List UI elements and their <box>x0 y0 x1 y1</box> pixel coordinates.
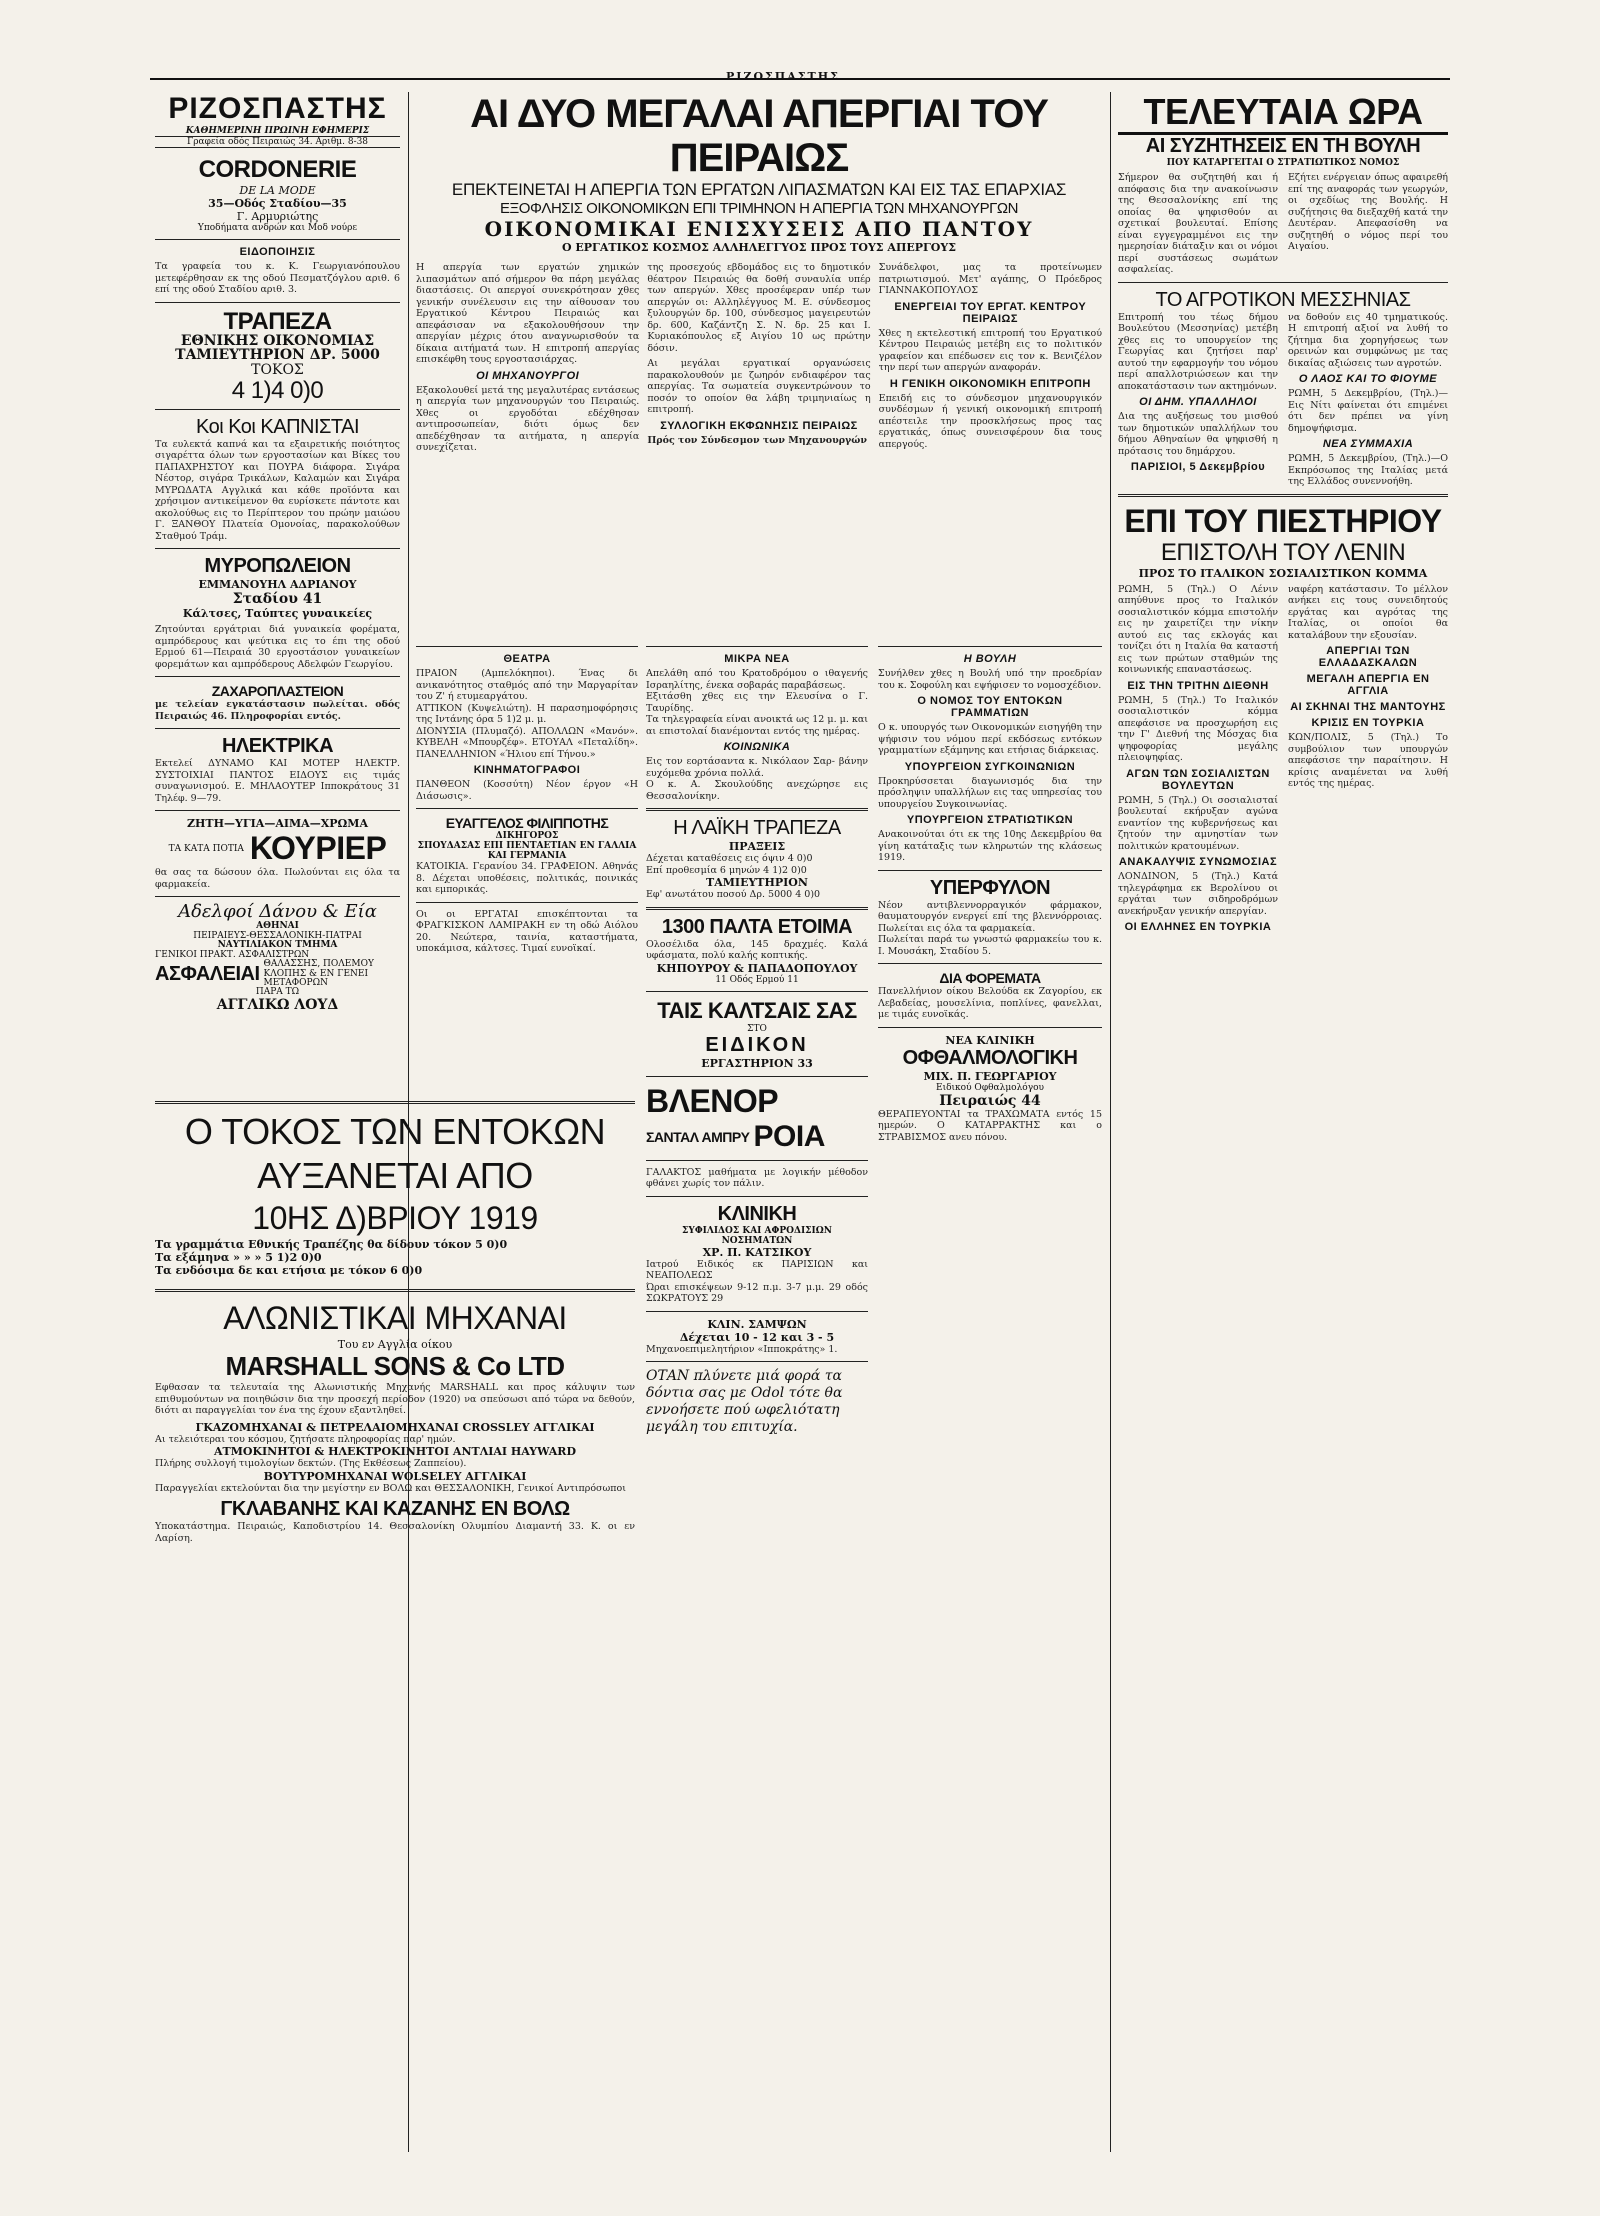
lenin-text-1: ΡΩΜΗ, 5 (Τηλ.) Ο Λένιν απηύθυνε προς το Ιταλικόν σοσιαλιστικόν κόμμα επιστολήν εις ην χαιρετίζει την νίκην αυτού εις τας εκλογάς και τονίζει ότι η Ιταλία θα καταστή εις των πρώτων σταθμών της κοινωνικής επαναστάσεως. <box>1118 583 1278 675</box>
masthead-subtitle: ΚΑΘΗΜΕΡΙΝΗ ΠΡΩΙΝΗ ΕΦΗΜΕΡΙΣ <box>185 126 370 136</box>
small-news-3: Τα τηλεγραφεία είναι ανοικτά ως 12 μ. μ. και αι επιστολαί διανέμονται εντός της ημέρας. <box>646 714 868 737</box>
coats-ad <box>646 916 868 985</box>
parliament-heading: Η ΒΟΥΛΗ <box>963 653 1017 665</box>
agents-name: ΓΚΛΑΒΑΝΗΣ ΚΑΙ ΚΑΖΑΝΗΣ ΕΝ ΒΟΛΩ <box>220 1498 570 1520</box>
divider <box>416 808 638 809</box>
dresses-text: Πανελλήνιον οίκου Βελούδα εκ Ζαγορίου, εκ Λεβαδείας, μουσελίνια, ποπλίνες, φανελλαι, με τιμάς ευνοϊκάς. <box>878 986 1102 1020</box>
right-column <box>1118 92 1448 2152</box>
divider <box>646 1076 868 1077</box>
lawyer-study: ΣΠΟΥΔΑΣΑΣ ΕΠΙ ΠΕΝΤΑΕΤΙΑΝ ΕΝ ΓΑΛΛΙΑ ΚΑΙ ΓΕΡΜΑΝΙΑ <box>417 841 637 861</box>
military-text: Ανακοινούται ότι εκ της 10ης Δεκεμβρίου θα γίνη κατάταξις των κληρωτών της κλάσεως 1919. <box>878 829 1102 863</box>
workers-ad: Οι οι ΕΡΓΑΤΑΙ επισκέπτονται τα ΦΡΑΓΚΙΣΚΟΝ ΛΑΜΙΡΑΚΗ εν τη οδώ Αιόλου 20. Νεώτερα, ταινία, καταστήματα, υποκάμισα, κάλτσες. Τιμαί ευνοϊκαί. <box>416 908 638 954</box>
municipal-heading: ΟΙ ΔΗΜ. ΥΠΑΛΛΗΛΟΙ <box>1139 396 1257 408</box>
danon-at: ΠΑΡΑ ΤΩ <box>255 987 300 998</box>
bank-title: ΤΡΑΠΕΖΑ <box>223 307 332 335</box>
popular-bank-ops: ΠΡΑΞΕΙΣ <box>728 840 786 853</box>
blenor-title: ΒΛΕΝΟΡ <box>646 1082 779 1119</box>
divider <box>646 1361 868 1362</box>
threshing-title: ΑΛΩΝΙΣΤΙΚΑΙ ΜΗΧΑΝΑΙ <box>223 1300 567 1336</box>
danon-agents: ΓΕΝΙΚΟΙ ΠΡΑΚΤ. ΑΣΦΑΛΙΣΤΡΩΝ <box>155 949 310 960</box>
greeks-turkey-heading: ΟΙ ΕΛΛΗΝΕΣ ΕΝ ΤΟΥΡΚΙΑ <box>1124 921 1272 933</box>
electric-title: ΗΛΕΚΤΡΙΚΑ <box>221 735 334 758</box>
strike-text-4: Συνάδελφοι, μας τα προτείνωμεν πατριωτισμού. Μετ' αγάπης, Ο Πρόεδρος ΓΙΑΝΝΑΚΟΠΟΥΛΟΣ <box>878 262 1102 296</box>
bottom-left <box>155 1095 635 2155</box>
last-hour-text-1: Σήμερον θα συζητηθή και ή απόφασις δια την ανακοίνωσιν της Θεσσαλονίκης επί της οποίας θα ψηφισθούν αι σχετικαί βουλευταί. Επίσης είναι εγγεγραμμένοι εις την ημερησίαν διάταξιν και οι νόμοι περί συστάσεως σωμάτων ασφαλείας. <box>1118 172 1278 275</box>
divider <box>155 409 400 410</box>
eye-clinic-doctor: ΜΙΧ. Π. ΓΕΩΡΓΑΡΙΟΥ <box>923 1069 1057 1083</box>
cordonerie-title: CORDONERIE <box>198 156 357 183</box>
divider <box>155 676 400 677</box>
divider <box>155 896 400 897</box>
strike-text-1: Η απεργία των εργατών χημικών λιπασμάτων από σήμερον θα πάρη μεγάλας διαστάσεις. Οι απεργοί συνεκρότησαν χθες γενικήν συνέλευσιν εις την αίθουσαν του Εργατικού Κέντρου Πειραιώς και απεφάσισαν να εξακολουθήσουν την απεργίαν μέχρις ότου αναγνωρισθούν τα δίκαια αιτήματά των. Η επιτροπή απεργίας επισκέφθη τους εργοστασιάρχας. <box>416 262 640 365</box>
military-law: ΠΟΥ ΚΑΤΑΡΓΕΙΤΑΙ Ο ΣΤΡΑΤΙΩΤΙΚΟΣ ΝΟΜΟΣ <box>1166 158 1400 168</box>
bank-line2: ΤΑΜΙΕΥΤΗΡΙΟΝ ΔΡ. 5000 <box>175 347 380 364</box>
hyperfylon-ad <box>878 877 1102 958</box>
headline-sub1: ΕΠΕΚΤΕΙΝΕΤΑΙ Η ΑΠΕΡΓΙΑ ΤΩΝ ΕΡΓΑΤΩΝ ΛΙΠΑΣΜΑΤΩΝ ΚΑΙ ΕΙΣ ΤΑΣ ΕΠΑΡΧΙΑΣ <box>451 180 1067 199</box>
cordonerie-desc: Υποδήματα ανδρών και Μοδ νούρε <box>197 223 358 233</box>
divider <box>155 810 400 811</box>
headline-sub2: ΕΞΟΦΛΗΣΙΣ ΟΙΚΟΝΟΜΙΚΩΝ ΕΠΙ ΤΡΙΜΗΝΟΝ Η ΑΠΕΡΓΙΑ ΤΩΝ ΜΗΧΑΝΟΥΡΓΩΝ <box>500 200 1018 217</box>
perfumery-items: Κάλτσες, Ταύπτες γυναικείες <box>182 607 373 621</box>
masthead <box>155 92 400 148</box>
danon-title: Αδελφοί Δάνου & Εία <box>178 901 377 923</box>
interest-sub: ΑΥΞΑΝΕΤΑΙ ΑΠΟ <box>257 1155 533 1196</box>
dresses-title: ΔΙΑ ΦΟΡΕΜΑΤΑ <box>939 970 1041 986</box>
mantua-heading: ΑΙ ΣΚΗΝΑΙ ΤΗΣ ΜΑΝΤΟΥΗΣ <box>1290 701 1446 713</box>
committee-heading: Η ΓΕΝΙΚΗ ΟΙΚΟΝΟΜΙΚΗ ΕΠΙΤΡΟΠΗ <box>889 377 1091 390</box>
danon-lloyd: ΑΓΓΛΙΚΩ ΛΟΥΔ <box>216 996 339 1013</box>
samson-ad <box>646 1318 868 1356</box>
theatres-text-3: ΔΙΟΝΥΣΙΑ (Πλυμαζό). ΑΠΟΛΛΩΝ «Μανόν». ΚΥΒΕΛΗ «Μπουρζέφ». ΕΤΟΥΑΛ «Πεταλίδη». ΠΑΝΕΛΛΗΝΙΟΝ «Ήλιου επί Τήνου.» <box>416 725 638 760</box>
coats-text: Ολοσέλιδα όλα, 145 δραχμές. Καλά υφάσματα, πολύ καλής κοπτικής. <box>646 938 868 961</box>
third-intl-heading: ΕΙΣ ΤΗΝ ΤΡΙΤΗΝ ΔΙΕΘΝΗ <box>1127 679 1269 692</box>
pastry-ad <box>155 683 400 722</box>
paris-heading: ΠΑΡΙΣΙΟΙ, 5 Δεκεμβρίου <box>1130 461 1266 473</box>
stockings-workshop: ΕΡΓΑΣΤΗΡΙΟΝ 33 <box>701 1056 813 1070</box>
courier-title: ΚΟΥΡΙΕΡ <box>249 830 387 867</box>
fiume-heading: Ο ΛΑΟΣ ΚΑΙ ΤΟ ΦΙΟΥΜΕ <box>1298 373 1438 385</box>
coats-title: 1300 ΠΑΛΤΑ ΕΤΟΙΜΑ <box>661 915 853 938</box>
mechanics-heading: ΟΙ ΜΗΧΑΝΟΥΡΓΟΙ <box>476 369 580 382</box>
clinic-spec: Ιατρού Ειδικός εκ ΠΑΡΙΣΙΩΝ και ΝΕΑΠΟΛΕΩΣ <box>646 1258 868 1281</box>
small-news-2: Εξιτάσθη χθες εις την Ελευσίνα ο Γ. Ταυρίδης. <box>646 691 868 714</box>
small-news-1: Απελάθη από του Κρατοδρόμου ο ιθαγενής Ισραηλίτης, ένεκα σοβαράς παραβάσεως. <box>646 668 868 691</box>
mechanics-text: Εξακολουθεί μετά της μεγαλυτέρας εντάσεως η απεργία των μηχανουργών του Πειραιώς. Χθες οι εργοδόται εδέχθησαν αντιπροσωπείαν, διότι όμως δεν απεδέχθησαν τα αιτήματα, η απεργία συνεχίζεται. <box>416 384 640 453</box>
third-intl-text: ΡΩΜΗ, 5 (Τηλ.) Το Ιταλικόν σοσιαλιστικόν κόμμα απεφάσισε να προσχωρήση εις την Γ' Διεθνή της Μόσχας δια ψηφοφορίας μεγάλης πλειοψηφίας. <box>1118 694 1278 763</box>
divider <box>878 963 1102 964</box>
danon-city: ΑΘΗΝΑΙ <box>256 921 299 932</box>
divider <box>155 1101 635 1104</box>
divider <box>646 646 868 647</box>
eye-clinic-address: Πειραιώς 44 <box>939 1092 1041 1109</box>
social-1: Εις τον εορτάσαντα κ. Νικόλαον Σαρ- βάνην ευχόμεθα χρόνια πολλά. <box>646 756 868 779</box>
headline-main: ΑΙ ΔΥΟ ΜΕΓΑΛΑΙ ΑΠΕΡΓΙΑΙ ΤΟΥ ΠΕΙΡΑΙΩΣ <box>470 92 1048 180</box>
municipal-text: Δια της αυξήσεως του μισθού των δημοτικών υπαλλήλων του δήμου Αθηναίων θα ψηφισθή η πρότασις του δημάρχου. <box>1118 411 1278 457</box>
cordonerie-address: 35—Οδός Σταδίου—35 <box>208 197 347 210</box>
lawyer-name: ΕΥΑΓΓΕΛΟΣ ΦΙΛΙΠΠΟΤΗΣ <box>445 815 609 831</box>
interest-date: 10ΗΣ Δ)ΒΡΙΟΥ 1919 <box>252 1200 538 1236</box>
dresses-ad <box>878 970 1102 1021</box>
fiume-text: ΡΩΜΗ, 5 Δεκεμβρίου, (Τηλ.)—Εις Νίτι φαίνεται ότι επιμένει ότι δεν πρέπει να γίνη δημοψήφισμα. <box>1288 388 1448 434</box>
threshing-ad <box>155 1298 635 1544</box>
eye-clinic-spec: Ειδικού Οφθαλμολόγου <box>936 1082 1044 1093</box>
electric-ad <box>155 735 400 804</box>
lenin-text-2: ναφέρη κατάστασιν. Το μέλλον ανήκει εις τους συνειδητούς εργάτας και αγρότας της Ιταλίας, οι οποίοι θα καταλάβουν την εξουσίαν. <box>1288 583 1448 641</box>
bank-line3: ΤΟΚΟΣ <box>251 362 304 379</box>
alliance-heading: ΝΕΑ ΣΥΜΜΑΧΙΑ <box>1322 438 1414 450</box>
messinia-text-1: Επιτροπή του τέως δήμου Βουλεύτου (Μεσσηνίας) μετέβη χθες εις το υπουργείον της Γεωργίας και ζητήσει παρ' αυτού την εφαρμογήν του νόμου περί απαλλοτριώσεων και την αποκατάστασιν των ακτημόνων. <box>1118 311 1278 392</box>
clinic-hours: Ώραι επισκέψεων 9-12 π.μ. 3-7 μ.μ. 29 οδός ΣΩΚΡΑΤΟΥΣ 29 <box>646 1281 868 1304</box>
coats-address: 11 Οδός Ερμού 11 <box>715 974 799 985</box>
blenor-roia: ΡΟΙΑ <box>753 1119 825 1153</box>
popular-bank-savings: ΤΑΜΙΕΥΤΗΡΙΟΝ <box>706 876 808 889</box>
lenin-sub: ΠΡΟΣ ΤΟ ΙΤΑΛΙΚΟΝ ΣΟΣΙΑΛΙΣΤΙΚΟΝ ΚΟΜΜΑ <box>1138 566 1428 580</box>
social-2: Ο κ. Α. Σκουλούδης ανεχώρησε εις Θεσσαλονίκην. <box>646 779 868 802</box>
parliament-text-1: Συνήλθεν χθες η Βουλή υπό την προεδρίαν του κ. Σοφούλη και εψήφισεν το νομοσχέδιον. <box>878 668 1102 691</box>
cordonerie-sub: DE LA MODE <box>239 184 316 197</box>
clinic-doctor: ΧΡ. Π. ΚΑΤΣΙΚΟΥ <box>702 1245 812 1259</box>
bank-ad <box>155 309 400 403</box>
blenor-ad <box>646 1083 868 1154</box>
eye-clinic-sub: ΟΦΘΑΛΜΟΛΟΓΙΚΗ <box>902 1046 1078 1069</box>
danon-ad <box>155 903 400 1012</box>
threshing-sub: Του εν Αγγλία οίκου <box>337 1338 453 1351</box>
samson-title: ΚΛΙΝ. ΣΑΜΨΩΝ <box>707 1317 807 1331</box>
alliance-text: ΡΩΜΗ, 5 Δεκεμβρίου, (Τηλ.)—Ο Εκπρόσωπος της Ιταλίας μετά της Ελλάδος συνεννοήθη. <box>1288 453 1448 487</box>
divider <box>416 902 638 903</box>
hyperfylon-text-2: Πωλείται παρά τω γνωστώ φαρμακείω του κ. Ι. Μουσάκη, Σταδίου 5. <box>878 934 1102 957</box>
social-heading: ΚΟΙΝΩΝΙΚΑ <box>723 741 791 753</box>
lenin-title: ΕΠΙΣΤΟΛΗ ΤΟΥ ΛΕΝΙΝ <box>1160 538 1406 566</box>
committee-text: Επειδή εις το σύνδεσμον μηχανουργικόν συνδέσμων ή γενική οικονομική επιτροπή απέστειλε την προσκλήσεως προς τας εργατικάς, όπως συνεισφέρουν δια τους απεργούς. <box>878 392 1102 450</box>
conspiracy-text: ΛΟΝΔΙΝΟΝ, 5 (Τηλ.) Κατά τηλεγράφημα εκ Βερολίνου οι εργάται των σιδηροδρόμων ανεκήρυξαν γενικήν απεργίαν. <box>1118 871 1278 917</box>
pumps-text: Πλήρης συλλογή τιμολογίων δεκτών. (Της Εκθέσεως Ζαππείου). <box>155 1458 467 1469</box>
divider <box>646 808 868 811</box>
courier-pre: ΤΑ ΚΑΤΑ ΠΟΤΙΑ <box>168 843 244 854</box>
popular-bank-line2: Επί προθεσμία 6 μηνών 4 1)2 0)0 <box>646 864 807 876</box>
divider <box>155 548 400 549</box>
masthead-title: ΡΙΖΟΣΠΑΣΤΗΣ <box>168 92 387 125</box>
centre-text: Χθες η εκτελεστική επιτροπή του Εργατικού Κέντρου Πειραιώς μετέβη εις το πολιτικόν γραφείον και επέδωσεν εις τον κ. Βενιζέλον την περί των απεργών αναφοράν. <box>878 327 1102 373</box>
courier-text: θα σας τα δώσουν όλα. Πωλούνται εις όλα τα φαρμακεία. <box>155 867 400 890</box>
pastry-title: ΖΑΧΑΡΟΠΛΑΣΤΕΙΟΝ <box>211 683 344 700</box>
centre-heading: ΕΝΕΡΓΕΙΑΙ ΤΟΥ ΕΡΓΑΤ. ΚΕΝΤΡΟΥ ΠΕΙΡΑΙΩΣ <box>894 300 1087 325</box>
samson-text: Μηχανοεπιμελητήριον «Ιπποκράτης» 1. <box>646 1343 838 1355</box>
theatres-text-2: ΑΤΤΙΚΟΝ (Κυψελιώτη). Η παρασημοφόρησις της Ιντάνης όρα 5 1)2 μ. μ. <box>416 702 638 725</box>
hyperfylon-text-1: Νέον αντιβλεννορραγικόν φάρμακον, θαυματουργόν ενεργεί επί της βλεννόρροιας. Πωλείται εις όλα τα φαρμακεία. <box>878 899 1102 934</box>
pumps-title: ΑΤΜΟΚΙΝΗΤΟΙ & ΗΛΕΚΤΡΟΚΙΝΗΤΟΙ ΑΝΤΛΙΑΙ HAYWARD <box>213 1445 576 1458</box>
headline-sub4: Ο ΕΡΓΑΤΙΚΟΣ ΚΟΣΜΟΣ ΑΛΛΗΛΕΓΓΥΟΣ ΠΡΟΣ ΤΟΥΣ ΑΠΕΡΓΟΥΣ <box>561 241 957 254</box>
divider <box>155 302 400 303</box>
divider <box>878 646 1102 647</box>
military-heading: ΥΠΟΥΡΓΕΙΟΝ ΣΤΡΑΤΙΩΤΙΚΩΝ <box>906 814 1074 826</box>
cinema-heading: ΚΙΝΗΜΑΤΟΓΡΑΦΟΙ <box>473 764 581 776</box>
stockings-at: ΣΤΟ <box>747 1023 767 1034</box>
strike-text-2: της προσεχούς εβδομάδος εις το δημοτικόν θέατρον Πειραιώς θα δοθή συναυλία υπέρ των απεργών. Χθες προσέφεραν υπέρ των απεργών οι: Αλληλέγγυος Μ. Ε. σύνδεσμος ξυλουργών δρ. 100, σύνδεσμος μαγειρευτών δρ. 600, Καζάντζη Σ. Ν. δρ. 25 και Ι. Κυριακόπουλος εξ Αιγίου 10 ως πρώτην δόσιν. <box>647 262 871 354</box>
masthead-office: Γραφεία οδός Πειραιώς 34. Αριθμ. 8-38 <box>155 136 400 148</box>
pastry-text: με τελείαν εγκατάστασιν πωλείται. οδός Πειραιώς 46. Πληροφορίαι εντός. <box>155 699 400 722</box>
courier-top: ΖΗΤΗ—ΥΓΙΑ—ΑΙΜΑ—ΧΡΩΜΑ <box>186 817 369 831</box>
divider <box>155 239 400 240</box>
lawyer-address: ΚΑΤΟΙΚΙΑ. Γερανίου 34. ΓΡΑΦΕΙΟΝ. Αθηνάς 8. Δέχεται υποθέσεις, πολιτικάς, ποινικάς και εμπορικάς. <box>416 861 638 895</box>
notice-text: Τα γραφεία του κ. Κ. Γεωργιανόπουλου μετεφέρθησαν εκ της οδού Πεσματζόγλου αριθ. 6 επί της οδού Σταδίου αριθ. 3. <box>155 261 400 295</box>
smokers-title: Κοι Κοι ΚΑΠΝΙΣΤΑΙ <box>195 415 360 438</box>
theatres-text-1: ΠΡΑΙΟΝ (Αμπελόκηποι). Ένας δι ανικανότητος σταθμός από την Μαργαρίταν του Ζ' ή ετυμεαργάτου. <box>416 668 638 702</box>
divider <box>878 870 1102 871</box>
agents-address: Υποκατάστημα. Πειραιώς, Καποδιστρίου 14. Θεσσαλονίκη Ολυμπίου Διαμαντή 33. Κ. οι εν Λαρίση. <box>155 1521 635 1544</box>
main-story <box>416 92 1102 632</box>
stockings-ad <box>646 998 868 1070</box>
gas-engines-title: ΓΚΑΖΟΜΗΧΑΝΑΙ & ΠΕΤΡΕΛΑΙΟΜΗΧΑΝΑΙ CROSSLEY ΑΓΓΛΙΚΑΙ <box>195 1420 595 1434</box>
smokers-text: Τα ευλεκτά καπνά και τα εξαιρετικής ποιότητος σιγαρέττα όλων των εργοστασίων και Βίκες του ΠΑΠΑΧΡΗΣΤΟΥ και ΠΟΥΡΑ διάφορα. Σιγάρα Νέστορ, σιγάρα Τρικάλων, Καλαμών και Σιγάρα ΜΥΡΩΔΑΤΑ Αγγλικά και κάθε προϊόντα και χρήσιμον αντικείμενον θα ευρίσκετε πάντοτε και ακολούθως εις το Περίπτερον του πρώην μαιώου Γ. ΞΑΝΘΟΥ Πλατεία Ομονοίας, παρακολούθων Σταθμού Τράμ. <box>155 438 400 542</box>
divider <box>155 1289 635 1292</box>
perfumery-title: ΜΥΡΟΠΩΛΕΙΟΝ <box>204 555 351 578</box>
divider <box>646 907 868 910</box>
england-strike-heading: ΜΕΓΑΛΗ ΑΠΕΡΓΙΑ ΕΝ ΑΓΓΛΙΑ <box>1306 673 1430 697</box>
threshing-text: Εφθασαν τα τελευταία της Αλωνιστικής Μηχανής MARSHALL και προς κάλυψιν των επιθυμούντων να ποιηθώσιν δια την προσεχή περίοδον (1920) να σπεύσωσι από τώρα να δεθούν, διότι αι παραγγελίαι τον ένα της έχουν εξαντληθεί. <box>155 1382 635 1416</box>
divider <box>155 728 400 729</box>
running-head: ΡΙΖΟΣΠΑΣΤΗΣ <box>720 70 846 83</box>
strike-text-3: Αι μεγάλαι εργατικαί οργανώσεις παρακολουθούν με ζωηρόν ενδιαφέρον τας απεργίας. Τα σωματεία συγκεντρώνουν το ποσόν το οποίον θα λάβη τριμηνιαίως η επιτροπή. <box>647 358 871 415</box>
samson-hours: Δέχεται 10 - 12 και 3 - 5 <box>679 1330 835 1344</box>
conspiracy-heading: ΑΝΑΚΑΛΥΨΙΣ ΣΥΝΩΜΟΣΙΑΣ <box>1118 856 1278 868</box>
divider <box>646 1160 868 1161</box>
divider <box>646 1196 868 1197</box>
theatres-column <box>416 640 638 1060</box>
electric-text: Εκτελεί ΔΥΝΑΜΟ ΚΑΙ ΜΟΤΕΡ ΗΛΕΚΤΡ. ΣΥΣΤΟΙΧΙΑΙ ΠΑΝΤΟΣ ΕΙΔΟΥΣ εις τιμάς συναγωνισμού. Ε. ΜΗΛΑΟΥΤΕΡ Ιπποκράτους 31 Τηλέφ. 9—79. <box>155 758 400 804</box>
clinic-sub: ΣΥΦΙΛΙΔΟΣ ΚΑΙ ΑΦΡΟΔΙΣΙΩΝ ΝΟΣΗΜΑΤΩΝ <box>682 1225 832 1246</box>
parliament-debates: ΑΙ ΣΥΖΗΤΗΣΕΙΣ ΕΝ ΤΗ ΒΟΥΛΗ <box>1145 135 1421 157</box>
courier-ad <box>155 817 400 890</box>
butter-title: ΒΟΥΤΥΡΟΜΗΧΑΝΑΙ WOLSELEY ΑΓΓΛΙΚΑΙ <box>263 1469 527 1483</box>
perfumery-owner: ΕΜΜΑΝΟΥΗΛ ΑΔΡΙΑΝΟΥ <box>198 578 357 592</box>
treasury-text: Ο κ. υπουργός των Οικονομικών εισηγήθη την ψήφισιν του νόμου περί εκδόσεως εντόκων γραμματίων εξάμηνης και ετήσιας διάρκειας. <box>878 722 1102 756</box>
notice-block <box>155 246 400 296</box>
transport-text: Προκηρύσσεται διαγωνισμός δια την πρόσληψιν υπαλλήλων εις τας υπηρεσίας του υπουργείου Συγκοινωνίας. <box>878 775 1102 810</box>
interest-row-3: Τα ενδόσιμα δε και ετήσια με τόκον 6 0)0 <box>155 1264 423 1277</box>
popular-bank-ad <box>646 817 868 901</box>
teachers-strike-heading: ΑΠΕΡΓΙΑΙ ΤΩΝ ΕΛΛΑΔΑΣΚΑΛΩΝ <box>1318 645 1418 669</box>
popular-bank-title: Η ΛΑΪΚΗ ΤΡΑΠΕΖΑ <box>673 817 841 839</box>
danon-kinds: ΘΑΛΑΣΣΗΣ, ΠΟΛΕΜΟΥ ΚΛΟΠΗΣ & ΕΝ ΓΕΝΕΙ ΜΕΤΑΦΟΡΩΝ <box>263 959 374 988</box>
interest-row-1: Τα γραμμάτια Εθνικής Τραπέζης θα δίδουν τόκον 5 0)0 <box>155 1238 508 1251</box>
lawyer-title: ΔΙΚΗΓΟΡΟΣ <box>495 831 559 841</box>
divider <box>416 646 638 647</box>
turkey-crisis-text: ΚΩΝ/ΠΟΛΙΣ, 5 (Τηλ.) Το συμβούλιον των υπουργών απεφάσισε την παραίτησιν. Η κρίσις αναμένεται να λυθή εντός της ημέρας. <box>1288 732 1448 789</box>
cinema-text: ΠΑΝΘΕΟΝ (Κοσσύτη) Νέον έργον «Η Διάσωσις». <box>416 779 638 802</box>
messinia-text-2: να δοθούν εις 40 τμηματικούς. Η επιτροπή αξιοί να λυθή το ζήτημα δια χορηγήσεως των ορεινών και συμφώνως με τας δικαίας αξιώσεις των αγροτών. <box>1288 311 1448 369</box>
gas-engines-text: Αι τελειότεραι του κόσμου, ζητήσατε πληροφορίας παρ' ημών. <box>155 1433 456 1445</box>
messinia-title: ΤΟ ΑΓΡΟΤΙΚΟΝ ΜΕΣΣΗΝΙΑΣ <box>1155 288 1411 311</box>
small-news-heading: ΜΙΚΡΑ ΝΕΑ <box>724 653 790 665</box>
threshing-brand: MARSHALL SONS & Co LTD <box>225 1351 565 1381</box>
coats-shop: ΚΗΠΟΥΡΟΥ & ΠΑΠΑΔΟΠΟΥΛΟΥ <box>656 961 858 975</box>
middle-column <box>646 640 868 2120</box>
lessons-ad: ΓΑΛΑΚΤΟΣ μαθήματα με λογικήν μέθοδον φθάνει χωρίς τον πάλιν. <box>646 1166 868 1189</box>
turkey-crisis-heading: ΚΡΙΣΙΣ ΕΝ ΤΟΥΡΚΙΑ <box>1311 717 1425 729</box>
lawyer-ad <box>416 815 638 896</box>
popular-bank-line3: Εφ' ανωτάτου ποσού Δρ. 5000 4 0)0 <box>646 889 821 900</box>
top-rule <box>150 78 1450 80</box>
danon-dept: ΝΑΥΤΙΛΙΑΚΟΝ ΤΜΗΜΑ <box>217 940 338 951</box>
socialist-mps-text: ΡΩΜΗ, 5 (Τηλ.) Οι σοσιαλισταί βουλευταί εκήρυξαν αγώνα εναντίον της κυβερνήσεως και ζητούν την αμνηστίαν των πολιτικών κρατουμένων. <box>1118 794 1278 852</box>
eye-clinic-text: ΘΕΡΑΠΕΥΟΝΤΑΙ τα ΤΡΑΧΩΜΑΤΑ εντός 15 ημερών. Ο ΚΑΤΑΡΡΑΚΤΗΣ και ο ΣΤΡΑΒΙΣΜΟΣ ανευ πόνου. <box>878 1108 1102 1143</box>
theatres-heading: ΘΕΑΤΡΑ <box>503 653 551 665</box>
danon-insurance: ΑΣΦΑΛΕΙΑΙ <box>155 962 260 985</box>
perfumery-ad <box>155 555 400 670</box>
eye-clinic-ad <box>878 1034 1102 1144</box>
divider <box>646 1311 868 1312</box>
transport-heading: ΥΠΟΥΡΓΕΙΟΝ ΣΥΓΚΟΙΝΩΝΙΩΝ <box>904 760 1076 773</box>
collective-sub: Πρός τον Σύνδεσμον των Μηχανουργών <box>647 434 867 446</box>
cordonerie-ad <box>155 156 400 233</box>
headline-sub3: ΟΙΚΟΝΟΜΙΚΑΙ ΕΝΙΣΧΥΣΕΙΣ ΑΠΟ ΠΑΝΤΟΥ <box>484 217 1034 241</box>
odol-ad: ΟΤΑΝ πλύνετε μιά φορά τα δόντια σας με Odol τότε θα εννοήσετε πού ωφελιότατη μεγάλη του επιτυχία. <box>646 1368 843 1435</box>
butter-text: Παραγγελίαι εκτελούνται δια την μεγίστην εν ΒΟΛΩ και ΘΕΣΣΑΛΟΝΙΚΗ, Γενικοί Αντιπρόσωποι <box>155 1482 626 1494</box>
stockings-title: ΤΑΙΣ ΚΑΛΤΣΑΙΣ ΣΑΣ <box>657 997 857 1023</box>
divider <box>646 991 868 992</box>
clinic-ad <box>646 1203 868 1305</box>
clinic-title: ΚΛΙΝΙΚΗ <box>717 1202 797 1225</box>
cordonerie-owner: Γ. Αρμυριώτης <box>236 210 319 223</box>
treasury-heading: Ο ΝΟΜΟΣ ΤΟΥ ΕΝΤΟΚΩΝ ΓΡΑΜΜΑΤΙΩΝ <box>917 695 1063 719</box>
press-title: ΕΠΙ ΤΟΥ ΠΙΕΣΤΗΡΙΟΥ <box>1124 502 1442 539</box>
last-hour-title: ΤΕΛΕΥΤΑΙΑ ΩΡΑ <box>1118 92 1448 135</box>
blenor-santal: ΣΑΝΤΑΛ ΑΜΠΡΥ <box>646 1128 750 1145</box>
bank-rate: 4 1)4 0)0 <box>231 376 324 404</box>
stockings-special: ΕΙΔΙΚΟΝ <box>705 1033 809 1056</box>
interest-row-2: Τα εξάμηνα » » » 5 1)2 0)0 <box>155 1251 322 1264</box>
perfumery-address: Σταδίου 41 <box>232 591 323 608</box>
smokers-ad <box>155 416 400 543</box>
left-column <box>155 92 400 1092</box>
socialist-mps-heading: ΑΓΩΝ ΤΩΝ ΣΟΣΙΑΛΙΣΤΩΝ ΒΟΥΛΕΥΤΩΝ <box>1126 767 1270 792</box>
divider <box>1118 494 1448 497</box>
hyperfylon-title: ΥΠΕΡΦΥΛΟΝ <box>929 876 1051 899</box>
bank-line1: ΕΘΝΙΚΗΣ ΟΙΚΟΝΟΜΙΑΣ <box>180 332 375 349</box>
perfumery-text: Ζητούνται εργάτριαι διά γυναικεία φορέματα, αμπρόδερους και ψεύτικα εις το έπι της οδού Ερμού 61—Πειραιά 30 εργοστάσιον γυναικείων φορεμάτων και αμπρόδερους Αδελφών Γεωργίου. <box>155 624 400 670</box>
danon-cities: ΠΕΙΡΑΙΕΥΣ-ΘΕΣΣΑΛΟΝΙΚΗ-ΠΑΤΡΑΙ <box>193 930 362 941</box>
interest-title: Ο ΤΟΚΟΣ ΤΩΝ ΕΝΤΟΚΩΝ <box>184 1111 606 1152</box>
divider <box>1118 282 1448 283</box>
divider <box>878 1027 1102 1028</box>
popular-bank-line1: Δέχεται καταθέσεις εις όψιν 4 0)0 <box>646 853 813 864</box>
parliament-column <box>878 640 1102 2120</box>
interest-ad <box>155 1110 635 1277</box>
column-rule <box>1110 92 1111 2152</box>
collective-heading: ΣΥΛΛΟΓΙΚΗ ΕΚΦΩΝΗΣΙΣ ΠΕΙΡΑΙΩΣ <box>660 419 858 432</box>
eye-clinic-title: ΝΕΑ ΚΛΙΝΙΚΗ <box>945 1033 1035 1047</box>
last-hour-text-2: Εζήτει ενέργειαν όπως αφαιρεθή επί της αναφοράς των γεωργών, οι σχεδίως της Βουλής. Η συζήτησις θα διεξαχθή κατά την Δευτέραν. Απεφασίσθη να συζητηθή ο νόμος περί του Αιγαίου. <box>1288 172 1448 252</box>
notice-title: ΕΙΔΟΠΟΙΗΣΙΣ <box>239 246 316 258</box>
